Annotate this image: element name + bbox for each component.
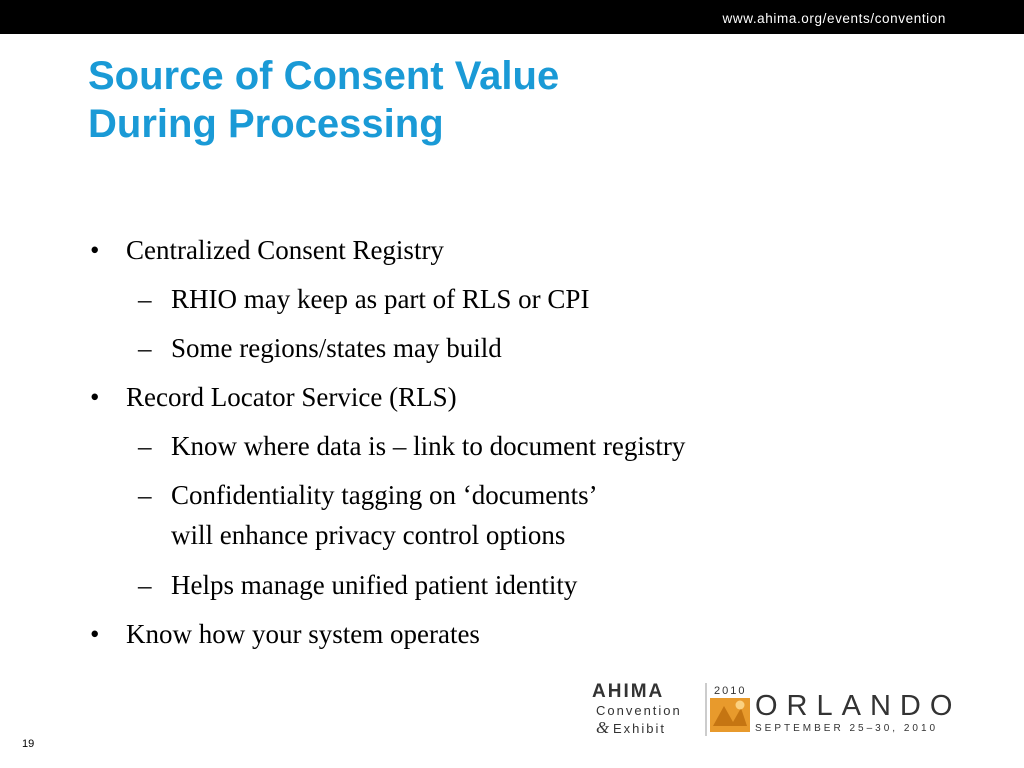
orlando-emblem-icon	[710, 698, 750, 732]
sub-bullet-continuation: will enhance privacy control options	[171, 520, 566, 550]
sub-bullet-item	[138, 328, 502, 368]
title-line-1: Source of Consent Value	[88, 54, 560, 98]
logo-ampersand: &	[596, 718, 610, 737]
dash-marker: –	[138, 570, 152, 600]
sub-bullet-item	[138, 565, 578, 605]
logo-dates: SEPTEMBER 25–30, 2010	[755, 723, 939, 734]
logo-exhibit: Exhibit	[613, 721, 667, 736]
sub-bullet-text: RHIO may keep as part of RLS or CPI	[171, 284, 590, 314]
bullet-text: Know how your system operates	[126, 619, 480, 649]
logo-convention: Convention	[596, 703, 682, 718]
logo-city: ORLANDO	[755, 690, 962, 722]
bullet-text: Centralized Consent Registry	[126, 235, 444, 265]
dash-marker: –	[138, 284, 152, 314]
sub-bullet-text: Know where data is – link to document registry	[171, 431, 686, 461]
header-url[interactable]: www.ahima.org/events/convention	[722, 11, 946, 26]
ahima-convention-logo	[590, 680, 970, 740]
page-number: 19	[22, 738, 35, 750]
sub-bullet-item	[138, 475, 598, 555]
bullet-item	[90, 230, 444, 270]
dash-marker: –	[138, 333, 152, 363]
bullet-marker: •	[90, 235, 100, 265]
dash-marker: –	[138, 431, 152, 461]
sub-bullet-text: Helps manage unified patient identity	[171, 570, 578, 600]
bullet-item	[90, 614, 480, 654]
bullet-marker: •	[90, 619, 100, 649]
title-line-2: During Processing	[88, 102, 444, 146]
sub-bullet-item	[138, 426, 686, 466]
dash-marker: –	[138, 480, 152, 510]
header-bar	[0, 0, 1024, 34]
bullet-text: Record Locator Service (RLS)	[126, 382, 457, 412]
sub-bullet-item	[138, 279, 590, 319]
sub-bullet-text: Some regions/states may build	[171, 333, 502, 363]
logo-org: AHIMA	[592, 681, 665, 702]
bullet-marker: •	[90, 382, 100, 412]
sub-bullet-text: Confidentiality tagging on ‘documents’	[171, 480, 598, 510]
slide-title	[88, 52, 559, 148]
logo-year: 2010	[714, 685, 747, 697]
bullet-item	[90, 377, 457, 417]
